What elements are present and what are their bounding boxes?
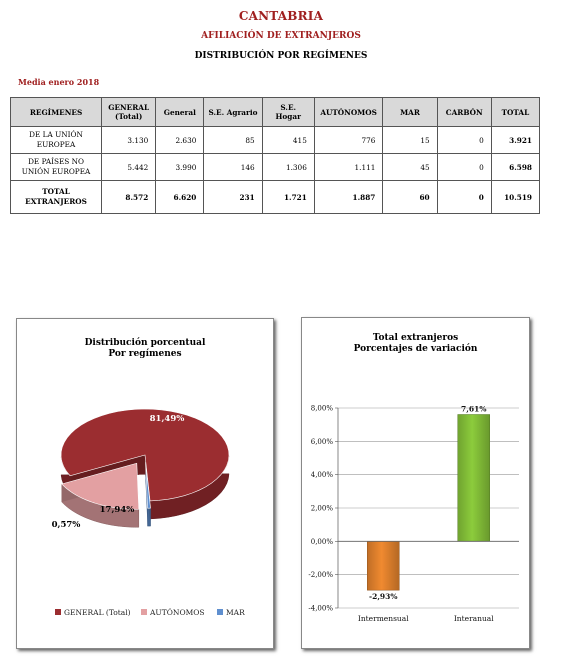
pie-chart-panel bbox=[16, 318, 274, 649]
y-tick-label: 8,00% bbox=[310, 404, 333, 413]
pie-data-label: 17,94% bbox=[99, 505, 135, 515]
section-title: DISTRIBUCIÓN POR REGÍMENES bbox=[194, 51, 368, 61]
legend-label: AUTÓNOMOS bbox=[150, 608, 205, 617]
col-header-autonomos: AUTÓNOMOS bbox=[314, 98, 383, 127]
col-header-se-agrario: S.E. Agrario bbox=[204, 98, 262, 127]
row-label-no-ue: DE PAÍSES NO UNIÓN EUROPEA bbox=[11, 154, 102, 181]
table-cell: 60 bbox=[383, 181, 437, 214]
col-header-total: TOTAL bbox=[491, 98, 539, 127]
legend-swatch bbox=[55, 609, 61, 615]
table-cell: 1.306 bbox=[262, 154, 314, 181]
table-cell: 85 bbox=[204, 127, 262, 154]
y-tick-label: 6,00% bbox=[310, 437, 333, 446]
report-subtitle: AFILIACIÓN DE EXTRANJEROS bbox=[201, 31, 361, 41]
legend-swatch bbox=[141, 609, 147, 615]
regimes-table bbox=[10, 97, 540, 214]
table-row-total bbox=[11, 181, 540, 214]
table-row bbox=[11, 127, 540, 154]
table-cell: 415 bbox=[262, 127, 314, 154]
bar-interanual bbox=[458, 415, 490, 542]
y-tick-label: 2,00% bbox=[310, 504, 333, 513]
table-cell: 776 bbox=[314, 127, 383, 154]
col-header-se-hogar: S.E. Hogar bbox=[262, 98, 314, 127]
col-header-regimenes: REGÍMENES bbox=[11, 98, 102, 127]
table-cell: 0 bbox=[437, 181, 491, 214]
col-header-general-total: GENERAL (Total) bbox=[102, 98, 156, 127]
legend-label: GENERAL (Total) bbox=[64, 608, 131, 617]
legend-label: MAR bbox=[226, 608, 245, 617]
table-cell: 0 bbox=[437, 127, 491, 154]
bar-title-line-1: Total extranjeros bbox=[372, 333, 459, 343]
bar-data-label: 7,61% bbox=[461, 404, 487, 414]
table-cell: 3.990 bbox=[156, 154, 204, 181]
y-tick-label: 4,00% bbox=[310, 471, 333, 480]
bar-data-label: -2,93% bbox=[368, 592, 398, 602]
bar-chart-panel bbox=[301, 317, 530, 649]
table-cell: 8.572 bbox=[102, 181, 156, 214]
table-cell: 45 bbox=[383, 154, 437, 181]
table-cell: 2.630 bbox=[156, 127, 204, 154]
legend-swatch bbox=[217, 609, 223, 615]
col-header-general: General bbox=[156, 98, 204, 127]
y-tick-label: -2,00% bbox=[308, 571, 333, 580]
table-cell: 3.130 bbox=[102, 127, 156, 154]
bar-chart bbox=[302, 318, 529, 648]
col-header-carbon: CARBÓN bbox=[437, 98, 491, 127]
table-cell: 15 bbox=[383, 127, 437, 154]
col-header-mar: MAR bbox=[383, 98, 437, 127]
pie-title-line-1: Distribución porcentual bbox=[84, 338, 206, 348]
table-cell: 231 bbox=[204, 181, 262, 214]
pie-title-line-2: Por regímenes bbox=[108, 349, 182, 359]
bar-intermensual bbox=[367, 541, 399, 590]
x-tick-label: Interanual bbox=[453, 614, 494, 623]
table-header-row bbox=[11, 98, 540, 127]
y-tick-label: -4,00% bbox=[308, 604, 333, 613]
table-cell-total: 10.519 bbox=[491, 181, 539, 214]
table-cell: 146 bbox=[204, 154, 262, 181]
y-tick-label: 0,00% bbox=[310, 537, 333, 546]
table-cell-total: 3.921 bbox=[491, 127, 539, 154]
row-label-ue: DE LA UNIÓN EUROPEA bbox=[11, 127, 102, 154]
table-cell: 5.442 bbox=[102, 154, 156, 181]
bar-title-line-2: Porcentajes de variación bbox=[353, 344, 478, 354]
table-cell: 0 bbox=[437, 154, 491, 181]
period-label: Media enero 2018 bbox=[18, 77, 100, 87]
table-cell: 1.887 bbox=[314, 181, 383, 214]
row-label-total: TOTAL EXTRANJEROS bbox=[11, 181, 102, 214]
pie-data-label: 81,49% bbox=[149, 414, 185, 424]
table-cell: 1.111 bbox=[314, 154, 383, 181]
table-cell: 6.620 bbox=[156, 181, 204, 214]
region-title: CANTABRIA bbox=[238, 9, 324, 23]
table-cell-total: 6.598 bbox=[491, 154, 539, 181]
pie-data-label: 0,57% bbox=[51, 520, 81, 530]
x-tick-label: Intermensual bbox=[357, 614, 409, 623]
table-row bbox=[11, 154, 540, 181]
pie-chart bbox=[17, 319, 273, 648]
table-cell: 1.721 bbox=[262, 181, 314, 214]
